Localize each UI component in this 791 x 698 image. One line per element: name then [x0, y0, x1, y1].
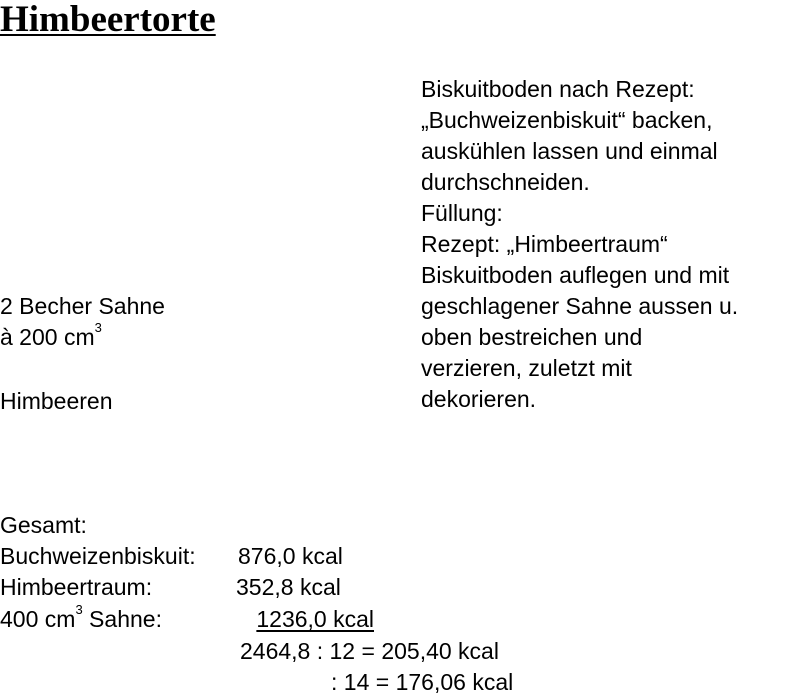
preparation-instructions [421, 74, 791, 415]
total-row-value: 876,0 kcal [238, 543, 343, 569]
total-row-value: 352,8 kcal [236, 574, 341, 600]
instruction-line: geschlagener Sahne aussen u. [421, 293, 739, 319]
total-row-label: Himbeertraum: [0, 574, 153, 600]
instruction-line: oben bestreichen und [421, 324, 643, 350]
instruction-line: durchschneiden. [421, 169, 590, 195]
total-row-label: Buchweizenbiskuit: [0, 543, 196, 569]
ingredient-sahne-amount [0, 322, 102, 353]
instruction-line: Biskuitboden auflegen und mit [421, 262, 730, 288]
total-row-label [0, 604, 162, 635]
total-row-label-suffix: Sahne: [82, 606, 162, 632]
instruction-line: Biskuitboden nach Rezept: [421, 76, 695, 102]
total-row-label-text: 400 cm [0, 606, 76, 632]
totals-heading: Gesamt: [0, 512, 87, 538]
superscript-3: 3 [75, 602, 83, 618]
instruction-line: verzieren, zuletzt mit [421, 355, 632, 381]
ingredient-sahne-amount-text: à 200 cm [0, 324, 95, 350]
per-portion-line: : 14 = 176,06 kcal [331, 669, 514, 695]
instruction-line: Rezept: „Himbeertraum“ [421, 231, 668, 257]
instruction-line: Füllung: [421, 200, 503, 226]
ingredient-himbeeren: Himbeeren [0, 388, 113, 414]
ingredient-sahne: 2 Becher Sahne [0, 293, 165, 319]
instruction-line: „Buchweizenbiskuit“ backen, [421, 107, 713, 133]
instruction-line: auskühlen lassen und einmal [421, 138, 718, 164]
recipe-title: Himbeertorte [0, 0, 216, 40]
total-row-value: 1236,0 kcal [256, 606, 374, 632]
instruction-line: dekorieren. [421, 386, 537, 412]
superscript-3: 3 [94, 320, 102, 336]
sum-line: 2464,8 : 12 = 205,40 kcal [240, 638, 499, 664]
